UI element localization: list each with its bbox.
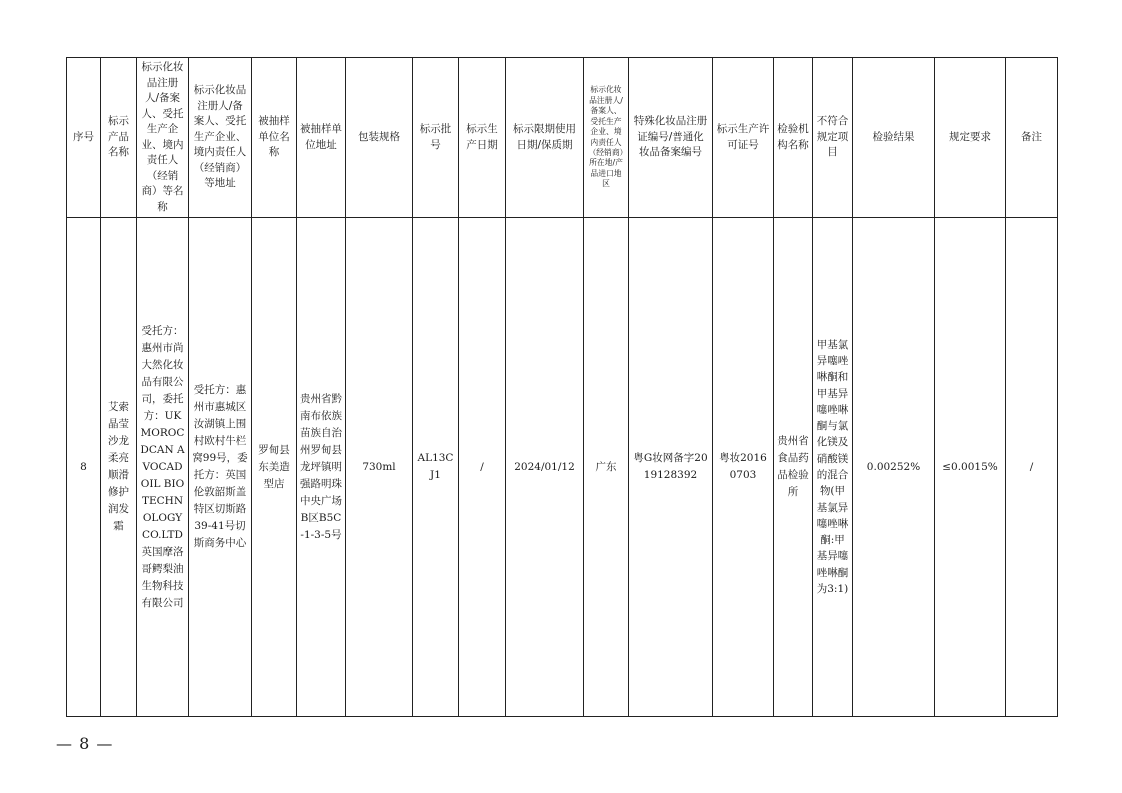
sampling-results-table xyxy=(66,57,1058,717)
cell-company-names: 受托方：惠州市尚大然化妆品有限公司，委托方：UK MOROCDCAN AVOCAD OIL BIOTECHNOLOGYCO.LTD 英国摩洛哥鳄梨油生物科技有限公司 xyxy=(137,218,189,717)
cell-batch-no: AL13CJ1 xyxy=(413,218,459,717)
cell-requirement: ≤0.0015% xyxy=(935,218,1006,717)
header-production-date: 标示生产日期 xyxy=(459,58,506,218)
header-region: 标示化妆品注册人/备案人、受托生产企业、境内责任人（经销商）所在地/产品进口地区 xyxy=(584,58,629,218)
header-batch-no: 标示批号 xyxy=(413,58,459,218)
cell-region: 广东 xyxy=(584,218,629,717)
cell-sampled-unit-name: 罗甸县东美造型店 xyxy=(252,218,297,717)
header-product-name: 标示产品名称 xyxy=(101,58,137,218)
cell-expiry-date: 2024/01/12 xyxy=(506,218,584,717)
cell-license-no: 粤妆20160703 xyxy=(713,218,774,717)
page-number: — 8 — xyxy=(56,734,114,753)
cell-production-date: / xyxy=(459,218,506,717)
cell-remark: / xyxy=(1006,218,1058,717)
cell-company-addresses: 受托方：惠州市惠城区汝湖镇上围村欧村牛栏窝99号，委托方：英国伦敦韶斯盖特区切斯路39-41号切斯商务中心 xyxy=(189,218,252,717)
header-serial-no: 序号 xyxy=(67,58,101,218)
header-company-addresses: 标示化妆品注册人/备案人、受托生产企业、境内责任人（经销商）等地址 xyxy=(189,58,252,218)
header-sampled-unit-name: 被抽样单位名称 xyxy=(252,58,297,218)
header-result: 检验结果 xyxy=(853,58,935,218)
cell-nonconforming-item: 甲基氯异噻唑啉酮和甲基异噻唑啉酮与氯化镁及硝酸镁的混合物(甲基氯异噻唑啉酮:甲基异噻唑啉酮为3:1) xyxy=(813,218,853,717)
header-requirement: 规定要求 xyxy=(935,58,1006,218)
cell-registration-no: 粤G妆网备字2019128392 xyxy=(629,218,713,717)
cell-result: 0.00252% xyxy=(853,218,935,717)
header-package-spec: 包装规格 xyxy=(346,58,413,218)
header-sampled-unit-address: 被抽样单位地址 xyxy=(297,58,346,218)
header-company-names: 标示化妆品注册人/备案人、受托生产企业、境内责任人（经销商）等名称 xyxy=(137,58,189,218)
table-row xyxy=(67,218,1058,717)
header-row xyxy=(67,58,1058,218)
header-inspection-org: 检验机构名称 xyxy=(774,58,813,218)
header-expiry-date: 标示限期使用日期/保质期 xyxy=(506,58,584,218)
header-remark: 备注 xyxy=(1006,58,1058,218)
cell-sampled-unit-address: 贵州省黔南布依族苗族自治州罗甸县龙坪镇明强路明珠中央广场B区B5C-1-3-5号 xyxy=(297,218,346,717)
header-nonconforming-item: 不符合规定项目 xyxy=(813,58,853,218)
cell-product-name: 艾索晶莹沙龙柔亮顺滑修护润发霜 xyxy=(101,218,137,717)
cell-serial-no: 8 xyxy=(67,218,101,717)
header-license-no: 标示生产许可证号 xyxy=(713,58,774,218)
cell-package-spec: 730ml xyxy=(346,218,413,717)
cell-inspection-org: 贵州省食品药品检验所 xyxy=(774,218,813,717)
header-registration-no: 特殊化妆品注册证编号/普通化妆品备案编号 xyxy=(629,58,713,218)
